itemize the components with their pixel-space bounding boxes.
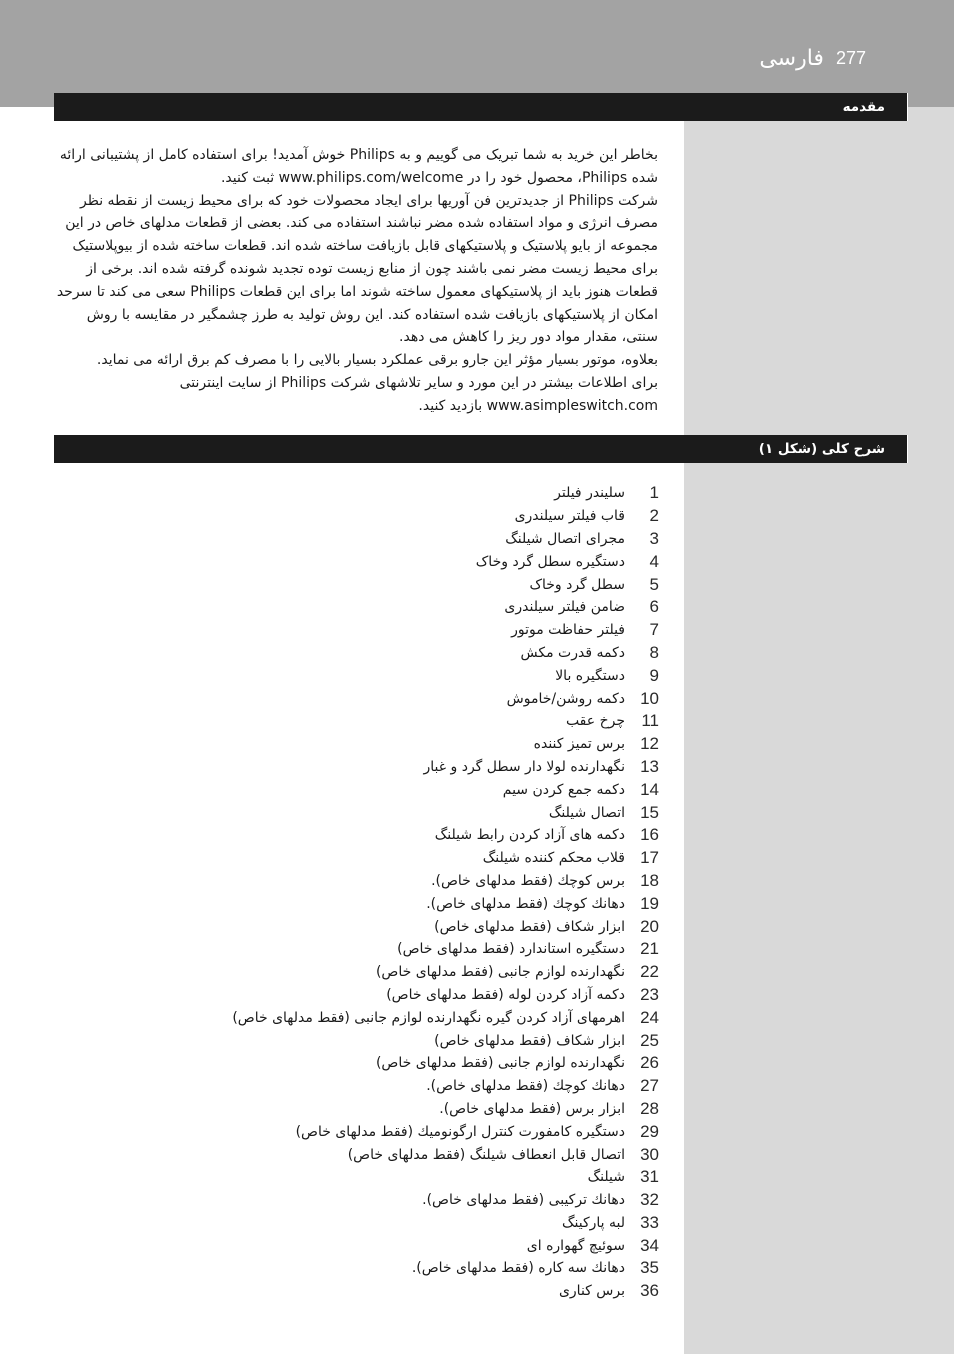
list-item: [150, 1052, 659, 1075]
list-item: [150, 528, 659, 551]
part-number: 21: [640, 939, 659, 959]
part-number: 9: [649, 665, 659, 685]
part-number: 16: [640, 825, 659, 845]
part-number: 19: [640, 893, 659, 913]
part-number: 17: [640, 848, 659, 868]
list-item: [150, 1006, 659, 1029]
list-item: [150, 596, 659, 619]
part-label: دهانك کوچك (فقط مدلهای خاص).: [426, 895, 625, 912]
list-item: [150, 778, 659, 801]
sidebar-band: [684, 107, 954, 1354]
part-number: 14: [640, 779, 659, 799]
list-item: [150, 1120, 659, 1143]
part-label: دهانك کوچك (فقط مدلهای خاص).: [426, 1078, 625, 1095]
part-number: 8: [649, 642, 659, 662]
part-label: ابزار شکاف (فقط مدلهای خاص): [434, 1032, 625, 1049]
part-label: اتصال شیلنگ: [548, 804, 625, 821]
part-label: لبه پارکینگ: [561, 1214, 625, 1231]
list-item: [150, 1257, 659, 1280]
list-item: [150, 938, 659, 961]
part-number: 20: [640, 916, 659, 936]
part-label: اتصال قابل انعطاف شیلنگ (فقط مدلهای خاص): [347, 1146, 625, 1163]
part-label: دستگیره سطل گرد وخاک: [475, 553, 625, 570]
list-item: [150, 573, 659, 596]
list-item: [150, 687, 659, 710]
part-label: چرخ عقب: [565, 713, 625, 730]
part-label: دهانك ترکیبی (فقط مدلهای خاص).: [422, 1192, 625, 1209]
part-label: برس کوچك (فقط مدلهای خاص).: [431, 872, 625, 889]
part-number: 10: [640, 688, 659, 708]
part-label: دکمه روشن/خاموش: [506, 690, 625, 707]
intro-paragraph: بعلاوه، موتور بسیار مؤثر این جارو برقی عملکرد بسیار بالایی را با مصرف کم برق ارائه می نماید.: [96, 352, 658, 369]
intro-paragraph: برای اطلاعات بیشتر در این مورد و سایر تلاشهای شرکت Philips از سایت اینترنتی www.asimpleswitch.com بازدید کنید.: [179, 374, 658, 414]
list-item: [150, 892, 659, 915]
part-number: 13: [640, 756, 659, 776]
list-item: [150, 505, 659, 528]
page-header: [759, 46, 866, 71]
part-label: قاب فیلتر سیلندری: [514, 508, 625, 525]
part-label: برس تمیز کننده: [533, 736, 625, 753]
list-item: [150, 1029, 659, 1052]
list-item: [150, 1280, 659, 1303]
part-number: 36: [640, 1281, 659, 1301]
part-number: 24: [640, 1007, 659, 1027]
part-label: ابزار شکاف (فقط مدلهای خاص): [434, 918, 625, 935]
part-number: 23: [640, 984, 659, 1004]
list-item: [150, 1212, 659, 1235]
part-label: دستگیره استاندارد (فقط مدلهای خاص): [397, 941, 625, 958]
list-item: [150, 1189, 659, 1212]
part-label: نگهدارنده لولا دار سطل گرد و غبار: [423, 758, 625, 775]
part-number: 3: [649, 528, 659, 548]
list-item: [150, 1075, 659, 1098]
part-number: 12: [640, 734, 659, 754]
part-number: 18: [640, 870, 659, 890]
part-label: سلیندر فیلتر: [554, 485, 625, 502]
part-number: 28: [640, 1098, 659, 1118]
part-label: سطل گرد وخاک: [529, 576, 625, 593]
list-item: [150, 1166, 659, 1189]
part-number: 27: [640, 1076, 659, 1096]
part-label: اهرمهای آزاد کردن گیره نگهدارنده لوازم جانبی (فقط مدلهای خاص): [232, 1009, 625, 1026]
intro-paragraph: شرکت Philips از جدیدترین فن آوریها برای ایجاد محصولات خود که برای محیط زیست از نقطه نظر مصرف انرژی و مواد استفاده شده مضر نباشند استفاده می کند. بعضی از قطعات مدلهای خاص در این مجموعه از بایو پلاستیک و پلاستیکهای قابل بازیافت ساخته شده اند. قطعات ساخته شده از بیوپلاستیک برای محیط زیست مضر نمی باشند چون از منابع زیست توده تجدید شونده گرفته شده اند. برخی از قطعات هنوز باید از پلاستیکهای معمول ساخته شوند اما برای این قطعات Philips سعی می کند تا سرحد امکان از پلاستیکهای بازیافت شده استفاده کند. این روش تولید به طرز چشمگیر در مقایسه با روش سنتی، مقدار مواد دور ریز را کاهش می دهد.: [56, 192, 658, 346]
list-item: [150, 664, 659, 687]
part-label: ابزار برس (فقط مدلهای خاص).: [439, 1100, 625, 1117]
list-item: [150, 1098, 659, 1121]
part-number: 2: [649, 506, 659, 526]
list-item: [150, 619, 659, 642]
list-item: [150, 801, 659, 824]
part-label: مجرای اتصال شیلنگ: [505, 530, 625, 547]
parts-list: [150, 482, 659, 1303]
part-label: نگهدارنده لوازم جانبی (فقط مدلهای خاص): [375, 964, 625, 981]
part-label: دکمه های آزاد کردن رابط شیلنگ: [434, 827, 625, 844]
list-item: [150, 915, 659, 938]
list-item: [150, 984, 659, 1007]
part-label: سوئیچ گهواره ای: [526, 1237, 625, 1254]
part-label: شیلنگ: [587, 1169, 625, 1186]
part-label: نگهدارنده لوازم جانبی (فقط مدلهای خاص): [375, 1055, 625, 1072]
part-number: 7: [649, 620, 659, 640]
part-number: 35: [640, 1258, 659, 1278]
list-item: [150, 733, 659, 756]
list-item: [150, 847, 659, 870]
part-label: فیلتر حفاظت موتور: [511, 622, 625, 639]
part-label: برس کناری: [558, 1283, 625, 1300]
page-number: 277: [835, 48, 866, 68]
part-number: 15: [640, 802, 659, 822]
part-number: 34: [640, 1235, 659, 1255]
part-number: 6: [649, 597, 659, 617]
part-label: دکمه جمع کردن سیم: [502, 781, 625, 798]
list-item: [150, 961, 659, 984]
list-item: [150, 756, 659, 779]
part-number: 25: [640, 1030, 659, 1050]
list-item: [150, 710, 659, 733]
part-label: دستگیره کامفورت کنترل ارگونومیك (فقط مدلهای خاص): [295, 1123, 625, 1140]
section-title-intro: مقدمه: [54, 93, 908, 121]
part-number: 29: [640, 1121, 659, 1141]
list-item: [150, 482, 659, 505]
part-number: 26: [640, 1053, 659, 1073]
part-number: 1: [649, 483, 659, 503]
part-number: 4: [649, 551, 659, 571]
part-label: دکمه قدرت مکش: [520, 644, 625, 661]
part-number: 33: [640, 1212, 659, 1232]
part-number: 32: [640, 1190, 659, 1210]
list-item: [150, 1234, 659, 1257]
part-number: 31: [640, 1167, 659, 1187]
section-title-overview: شرح کلی (شکل ۱): [54, 435, 908, 463]
part-label: دستگیره بالا: [555, 667, 625, 684]
part-label: دکمه آزاد کردن لوله (فقط مدلهای خاص): [386, 986, 625, 1003]
list-item: [150, 824, 659, 847]
list-item: [150, 1143, 659, 1166]
part-number: 11: [641, 711, 659, 731]
part-label: قلاب محکم کننده شیلنگ: [482, 850, 625, 867]
list-item: [150, 550, 659, 573]
part-number: 22: [640, 962, 659, 982]
language-title: فارسی: [759, 46, 824, 71]
intro-text: [54, 144, 658, 418]
intro-paragraph: بخاطر این خرید به شما تبریک می گوییم و به Philips خوش آمدید! برای استفاده کامل از پشتیبانی ارائه شده Philips، محصول خود را در www.philips.com/welcome ثبت کنید.: [59, 147, 658, 186]
part-number: 30: [640, 1144, 659, 1164]
list-item: [150, 870, 659, 893]
part-label: دهانك سه کاره (فقط مدلهای خاص).: [411, 1260, 625, 1277]
part-number: 5: [649, 574, 659, 594]
list-item: [150, 642, 659, 665]
part-label: ضامن فیلتر سیلندری: [504, 599, 625, 616]
